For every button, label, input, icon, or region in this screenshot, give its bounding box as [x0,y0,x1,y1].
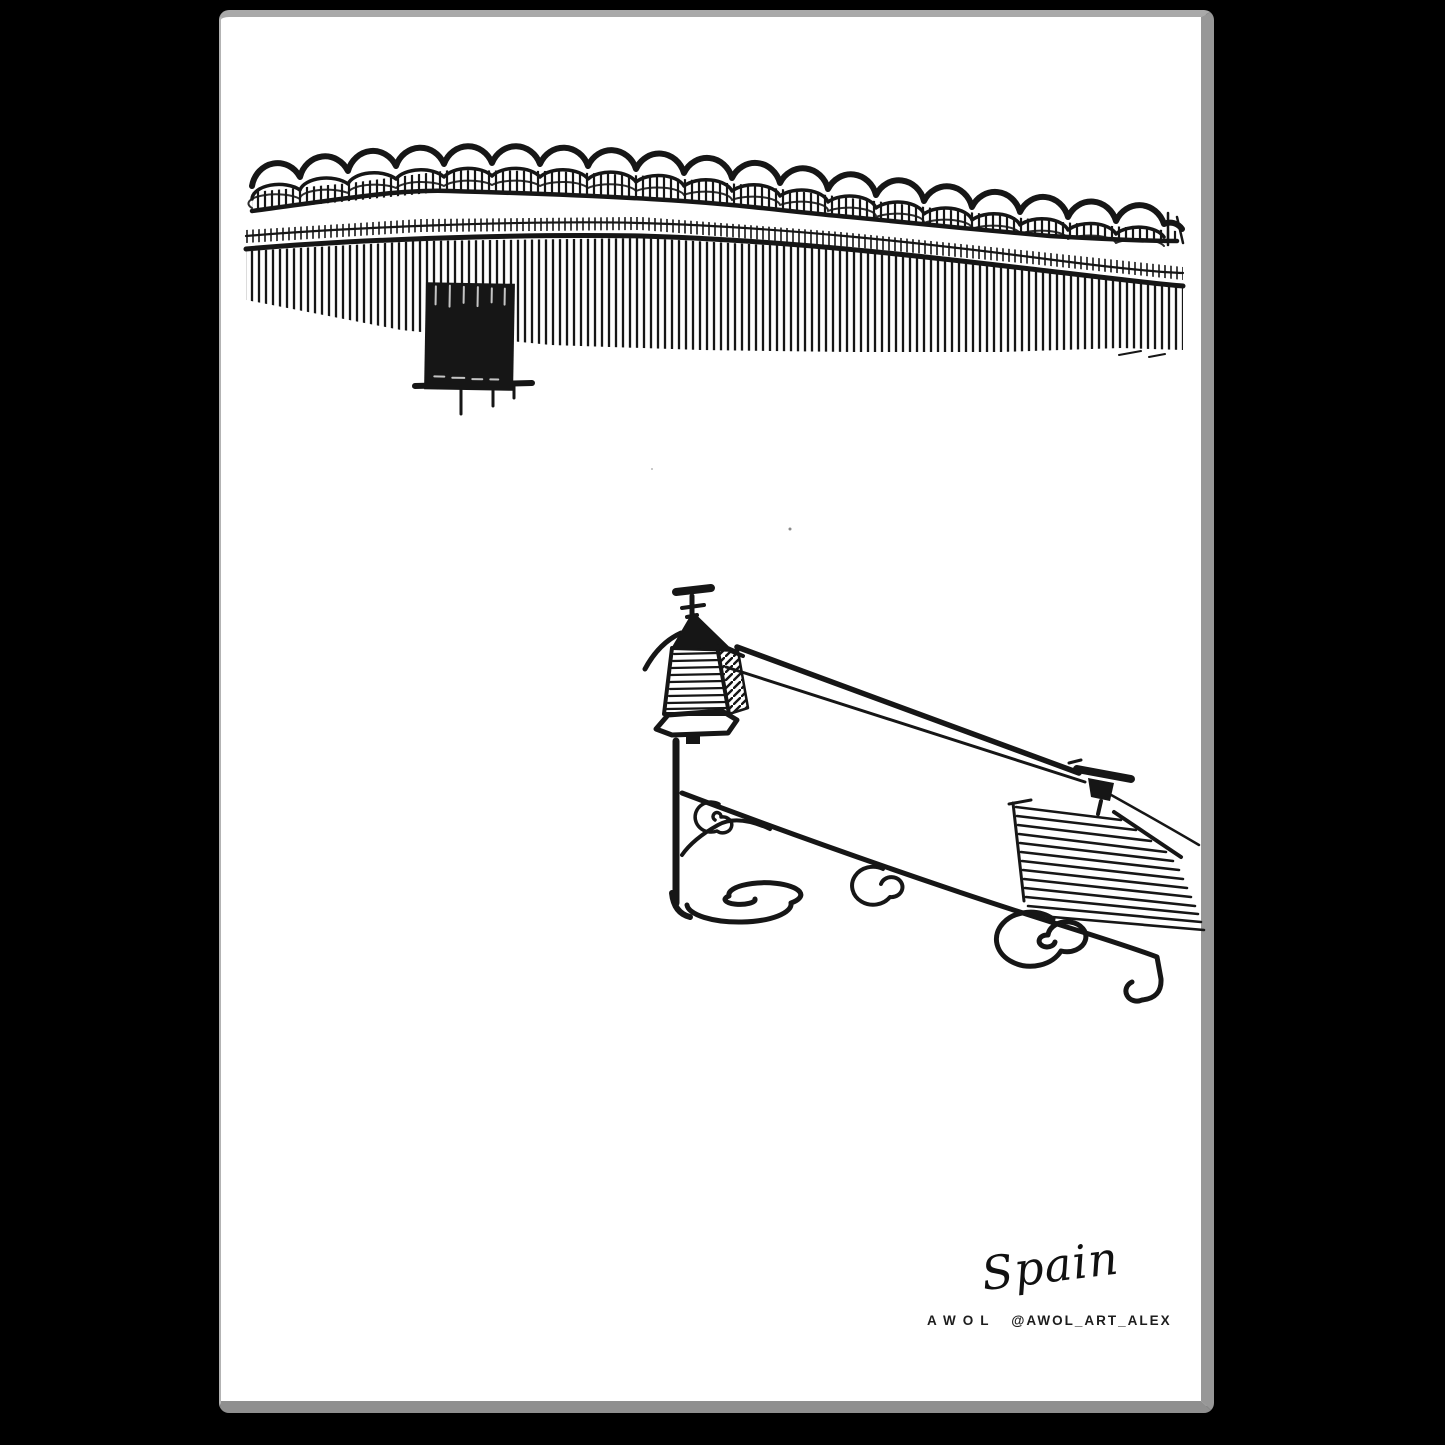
artist-credit [927,1313,1172,1328]
artist-credit-name: AWOL [927,1313,996,1328]
roof-sketch [246,146,1183,414]
artist-signature: Spain [978,1230,1122,1301]
fringe-stray-dashes [1119,351,1165,357]
lantern-finial-bar [676,588,711,592]
lantern-sketch [645,468,1204,1001]
wall-anchor-finial [1069,760,1131,814]
bracket-arm-upper [737,647,1079,773]
ink-sketch-artwork [221,17,1216,1420]
dark-window [424,282,515,391]
lantern-brim [645,633,681,669]
lantern-collar-stub [686,735,700,744]
ink-speck [651,468,653,470]
lantern-collar [656,711,737,735]
scroll-ellipse-spiral [687,883,801,922]
scroll-c-curve [682,820,770,855]
ink-speck [789,528,792,531]
bracket-arm-lower [726,667,1085,782]
artist-credit-handle: @AWOL_ART_ALEX [1011,1313,1172,1328]
art-print-poster [219,10,1214,1413]
